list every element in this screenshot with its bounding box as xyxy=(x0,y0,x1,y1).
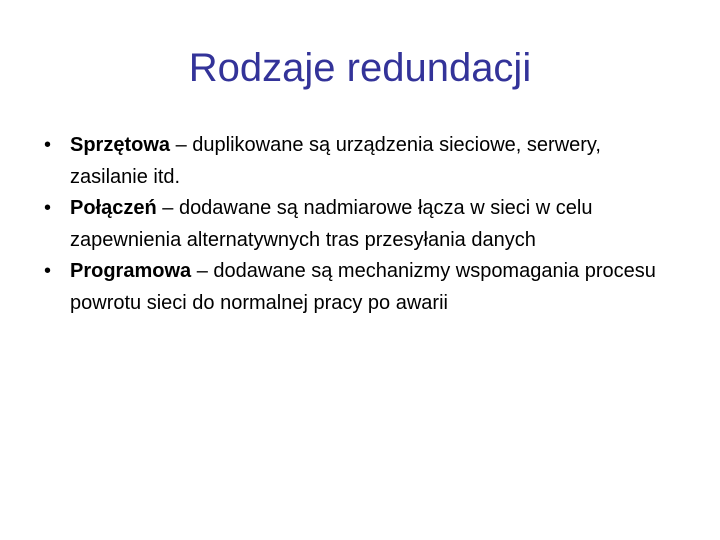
bullet-text: – dodawane są nadmiarowe łącza w sieci w celu zapewnienia alternatywnych tras przesyłania danych xyxy=(70,197,593,251)
bullet-icon: • xyxy=(44,260,52,282)
bullet-icon: • xyxy=(44,197,52,219)
bullet-list xyxy=(44,130,684,319)
bullet-item xyxy=(44,130,684,193)
bullet-item xyxy=(44,256,684,319)
bullet-text: – duplikowane są urządzenia sieciowe, serwery, zasilanie itd. xyxy=(70,134,601,188)
bullet-term: Połączeń xyxy=(70,197,157,219)
bullet-item xyxy=(44,193,684,256)
bullet-term: Programowa xyxy=(70,260,192,282)
bullet-icon: • xyxy=(44,134,52,156)
bullet-text: – dodawane są mechanizmy wspomagania procesu powrotu sieci do normalnej pracy po awarii xyxy=(70,260,656,314)
bullet-term: Sprzętowa xyxy=(70,134,171,156)
slide-title: Rodzaje redundacji xyxy=(188,46,532,90)
